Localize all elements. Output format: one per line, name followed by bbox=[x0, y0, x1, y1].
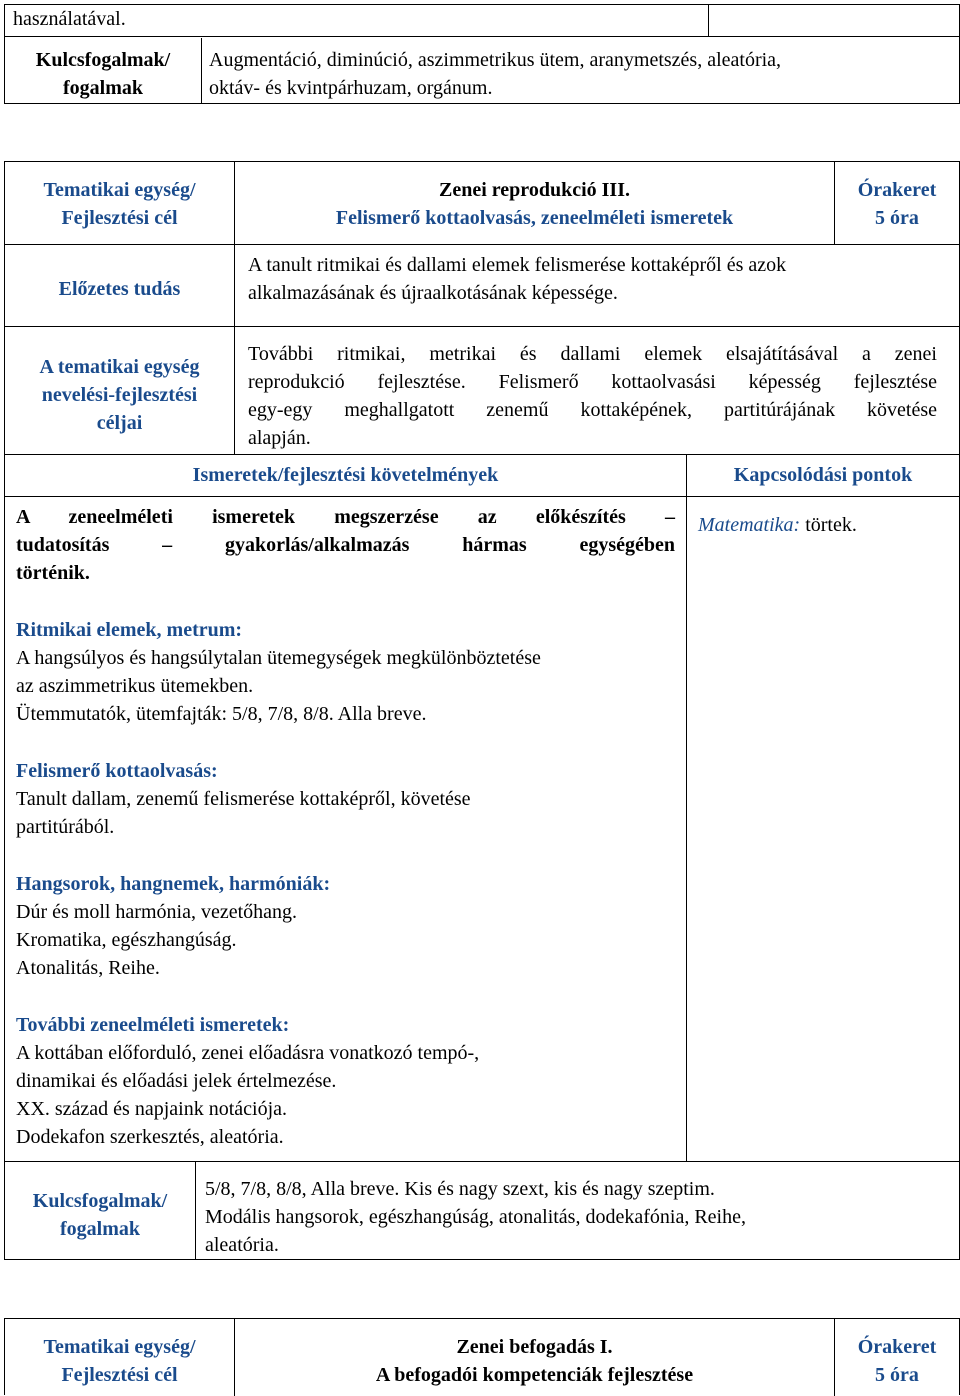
unit1-links-header: Kapcsolódási pontok bbox=[686, 454, 959, 496]
top-key-text: Augmentáció, diminúció, aszimmetrikus ütem, aranymetszés, aleatória, oktáv- és kvintpárhuzam, orgánum. bbox=[201, 38, 959, 103]
unit1-links-body bbox=[686, 496, 959, 1161]
unit1-key-text: 5/8, 7/8, 8/8, Alla breve. Kis és nagy szext, kis és nagy szeptim. Modális hangsorok, egészhangúság, atonalitás, dodekafónia, Reihe, aleatória. bbox=[195, 1161, 959, 1259]
link-subject: Matematika: bbox=[698, 514, 801, 536]
unit1-goals-text: További ritmikai, metrikai és dallami elemek elsajátításával a zenei reprodukció fejlesztése. Felismerő kottaolvasási képesség fejlesztése egy-egy meghallgatott zenemű kottaképének, partitúrájának követése alapján. bbox=[234, 326, 959, 454]
first-row-text: használatával. bbox=[13, 8, 126, 30]
unit1-req-body bbox=[5, 496, 686, 1161]
req-section-scales: Hangsorok, hangnemek, harmóniák: Dúr és moll harmónia, vezetőhang. Kromatika, egészhangúság. Atonalitás, Reihe. bbox=[16, 870, 675, 982]
top-table bbox=[4, 4, 960, 104]
section-title: Felismerő kottaolvasás: bbox=[16, 760, 218, 782]
unit1-key-label: Kulcsfogalmak/ fogalmak bbox=[5, 1161, 195, 1259]
unit2-title: Zenei befogadás I. A befogadói kompetenciák fejlesztése bbox=[234, 1319, 834, 1396]
top-table-first-row bbox=[5, 5, 959, 37]
section-title: Hangsorok, hangnemek, harmóniák: bbox=[16, 873, 331, 895]
top-key-label: Kulcsfogalmak/ fogalmak bbox=[35, 49, 171, 99]
unit1-hours: Órakeret 5 óra bbox=[834, 162, 959, 244]
req-section-reading: Felismerő kottaolvasás: Tanult dallam, zenemű felismerése kottaképről, követése partitúrából. bbox=[16, 757, 675, 841]
first-row-right-cell bbox=[708, 5, 959, 36]
link-text: törtek. bbox=[800, 514, 857, 536]
req-intro: A zeneelméleti ismeretek megszerzése az előkészítés – tudatosítás – gyakorlás/alkalmazás hármas egységében történik. bbox=[16, 506, 675, 584]
unit1-prior-label: Előzetes tudás bbox=[5, 244, 234, 326]
unit1-prior-text: A tanult ritmikai és dallami elemek felismerése kottaképről és azok alkalmazásának és újraalkotásának képessége. bbox=[234, 244, 959, 326]
req-section-theory: További zeneelméleti ismeretek: A kottában előforduló, zenei előadásra vonatkozó tempó-, dinamikai és előadási jelek értelmezése. XX. század és napjaink notációja. Dodekafon szerkesztés, aleatória. bbox=[16, 1011, 675, 1151]
req-section-rhythm: Ritmikai elemek, metrum: A hangsúlyos és hangsúlytalan ütemegységek megkülönböztetése az aszimmetrikus ütemekben. Ütemmutatók, ütemfajták: 5/8, 7/8, 8/8. Alla breve. bbox=[16, 616, 675, 728]
unit2-hours: Órakeret 5 óra bbox=[834, 1319, 959, 1396]
unit2-table bbox=[4, 1318, 960, 1395]
section-title: További zeneelméleti ismeretek: bbox=[16, 1014, 290, 1036]
section-title: Ritmikai elemek, metrum: bbox=[16, 619, 243, 641]
unit1-topic-label: Tematikai egység/ Fejlesztési cél bbox=[43, 179, 196, 229]
unit1-table bbox=[4, 161, 960, 1260]
unit1-req-header: Ismeretek/fejlesztési követelmények bbox=[5, 454, 686, 496]
unit1-goals-label: A tematikai egység nevelési-fejlesztési céljai bbox=[5, 326, 234, 454]
unit2-topic-label: Tematikai egység/ Fejlesztési cél bbox=[43, 1336, 196, 1386]
unit1-title: Zenei reprodukció III. Felismerő kottaolvasás, zeneelméleti ismeretek bbox=[234, 162, 834, 244]
